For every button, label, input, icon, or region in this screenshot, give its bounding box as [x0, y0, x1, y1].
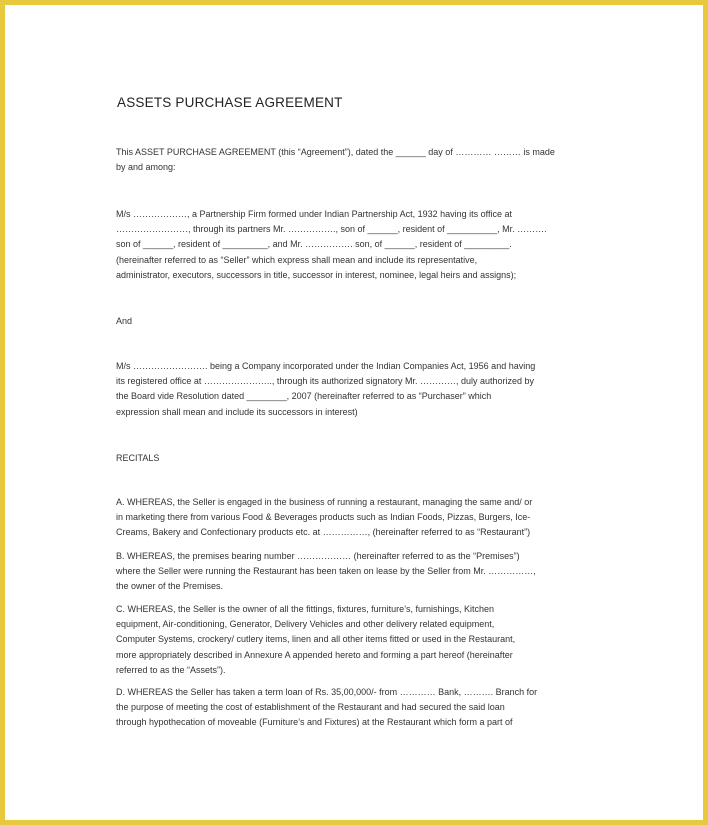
text-line: Creams, Bakery and Confectionary products etc. at ……………, (hereinafter referred to as “Restaurant”) — [116, 527, 531, 538]
recital-d — [116, 685, 596, 731]
text-line: Computer Systems, crockery/ cutlery items, linen and all other items fitted or used in the Restaurant, — [116, 634, 516, 645]
intro-paragraph — [116, 145, 596, 175]
recitals-heading — [116, 451, 596, 466]
text-line: by and among: — [116, 162, 176, 173]
text-line: administrator, executors, successors in title, successor in interest, nominee, legal heirs and assigns); — [116, 269, 517, 280]
text-line: the purpose of meeting the cost of establishment of the Restaurant and had secured the said loan — [116, 702, 505, 713]
seller-party-paragraph — [116, 207, 596, 283]
recital-a — [116, 495, 596, 541]
text-line: where the Seller were running the Restaurant has been taken on lease by the Seller from Mr. ……………, — [116, 566, 536, 577]
and-separator — [116, 314, 596, 329]
text-line: B. WHEREAS, the premises bearing number ……………… (hereinafter referred to as the “Premises”) — [116, 551, 520, 561]
recital-b — [116, 549, 596, 595]
text-line: M/s ………………, a Partnership Firm formed under Indian Partnership Act, 1932 having its office at — [116, 209, 513, 219]
text-line: A. WHEREAS, the Seller is engaged in the business of running a restaurant, managing the same and/ or — [116, 497, 533, 507]
text-line: M/s ……………………. being a Company incorporated under the Indian Companies Act, 1956 and having — [116, 361, 536, 371]
text-line: its registered office at ………………….., through its authorized signatory Mr. …………, duly authorized by — [116, 376, 534, 387]
text-line: D. WHEREAS the Seller has taken a term loan of Rs. 35,00,000/- from ………… Bank, ………. Branch for — [116, 687, 538, 697]
text-line: equipment, Air-conditioning, Generator, Delivery Vehicles and other delivery related equipment, — [116, 619, 495, 630]
text-line: (hereinafter referred to as “Seller” which express shall mean and include its representative, — [116, 254, 478, 265]
text-line: through hypothecation of moveable (Furniture’s and Fixtures) at the Restaurant which form a part of — [116, 717, 513, 728]
document-title: ASSETS PURCHASE AGREEMENT — [117, 95, 343, 110]
text-line: the owner of the Premises. — [116, 581, 224, 592]
document-page — [5, 5, 703, 820]
purchaser-party-paragraph — [116, 359, 596, 420]
text-line: This ASSET PURCHASE AGREEMENT (this “Agreement”), dated the ______ day of ………… ……… is made — [116, 147, 555, 157]
text-line: RECITALS — [116, 453, 160, 463]
text-line: expression shall mean and include its successors in interest) — [116, 406, 358, 417]
text-line: son of ______, resident of _________, and Mr. ……………. son, of ______, resident of _________. — [116, 239, 512, 250]
text-line: referred to as the “Assets”). — [116, 664, 226, 675]
text-line: ……………………, through its partners Mr. ……………., son of ______, resident of __________, Mr. ………. — [116, 224, 547, 235]
text-line: the Board vide Resolution dated ________, 2007 (hereinafter referred to as “Purchaser” which — [116, 391, 492, 402]
text-line: more appropriately described in Annexure A appended hereto and forming a part hereof (hereinafter — [116, 649, 513, 660]
text-line: C. WHEREAS, the Seller is the owner of all the fittings, fixtures, furniture’s, furnishings, Kitchen — [116, 604, 494, 614]
text-line: And — [116, 316, 133, 326]
text-line: in marketing there from various Food & Beverages products such as Indian Foods, Pizzas, Burgers, Ice- — [116, 512, 531, 523]
recital-c — [116, 602, 596, 678]
